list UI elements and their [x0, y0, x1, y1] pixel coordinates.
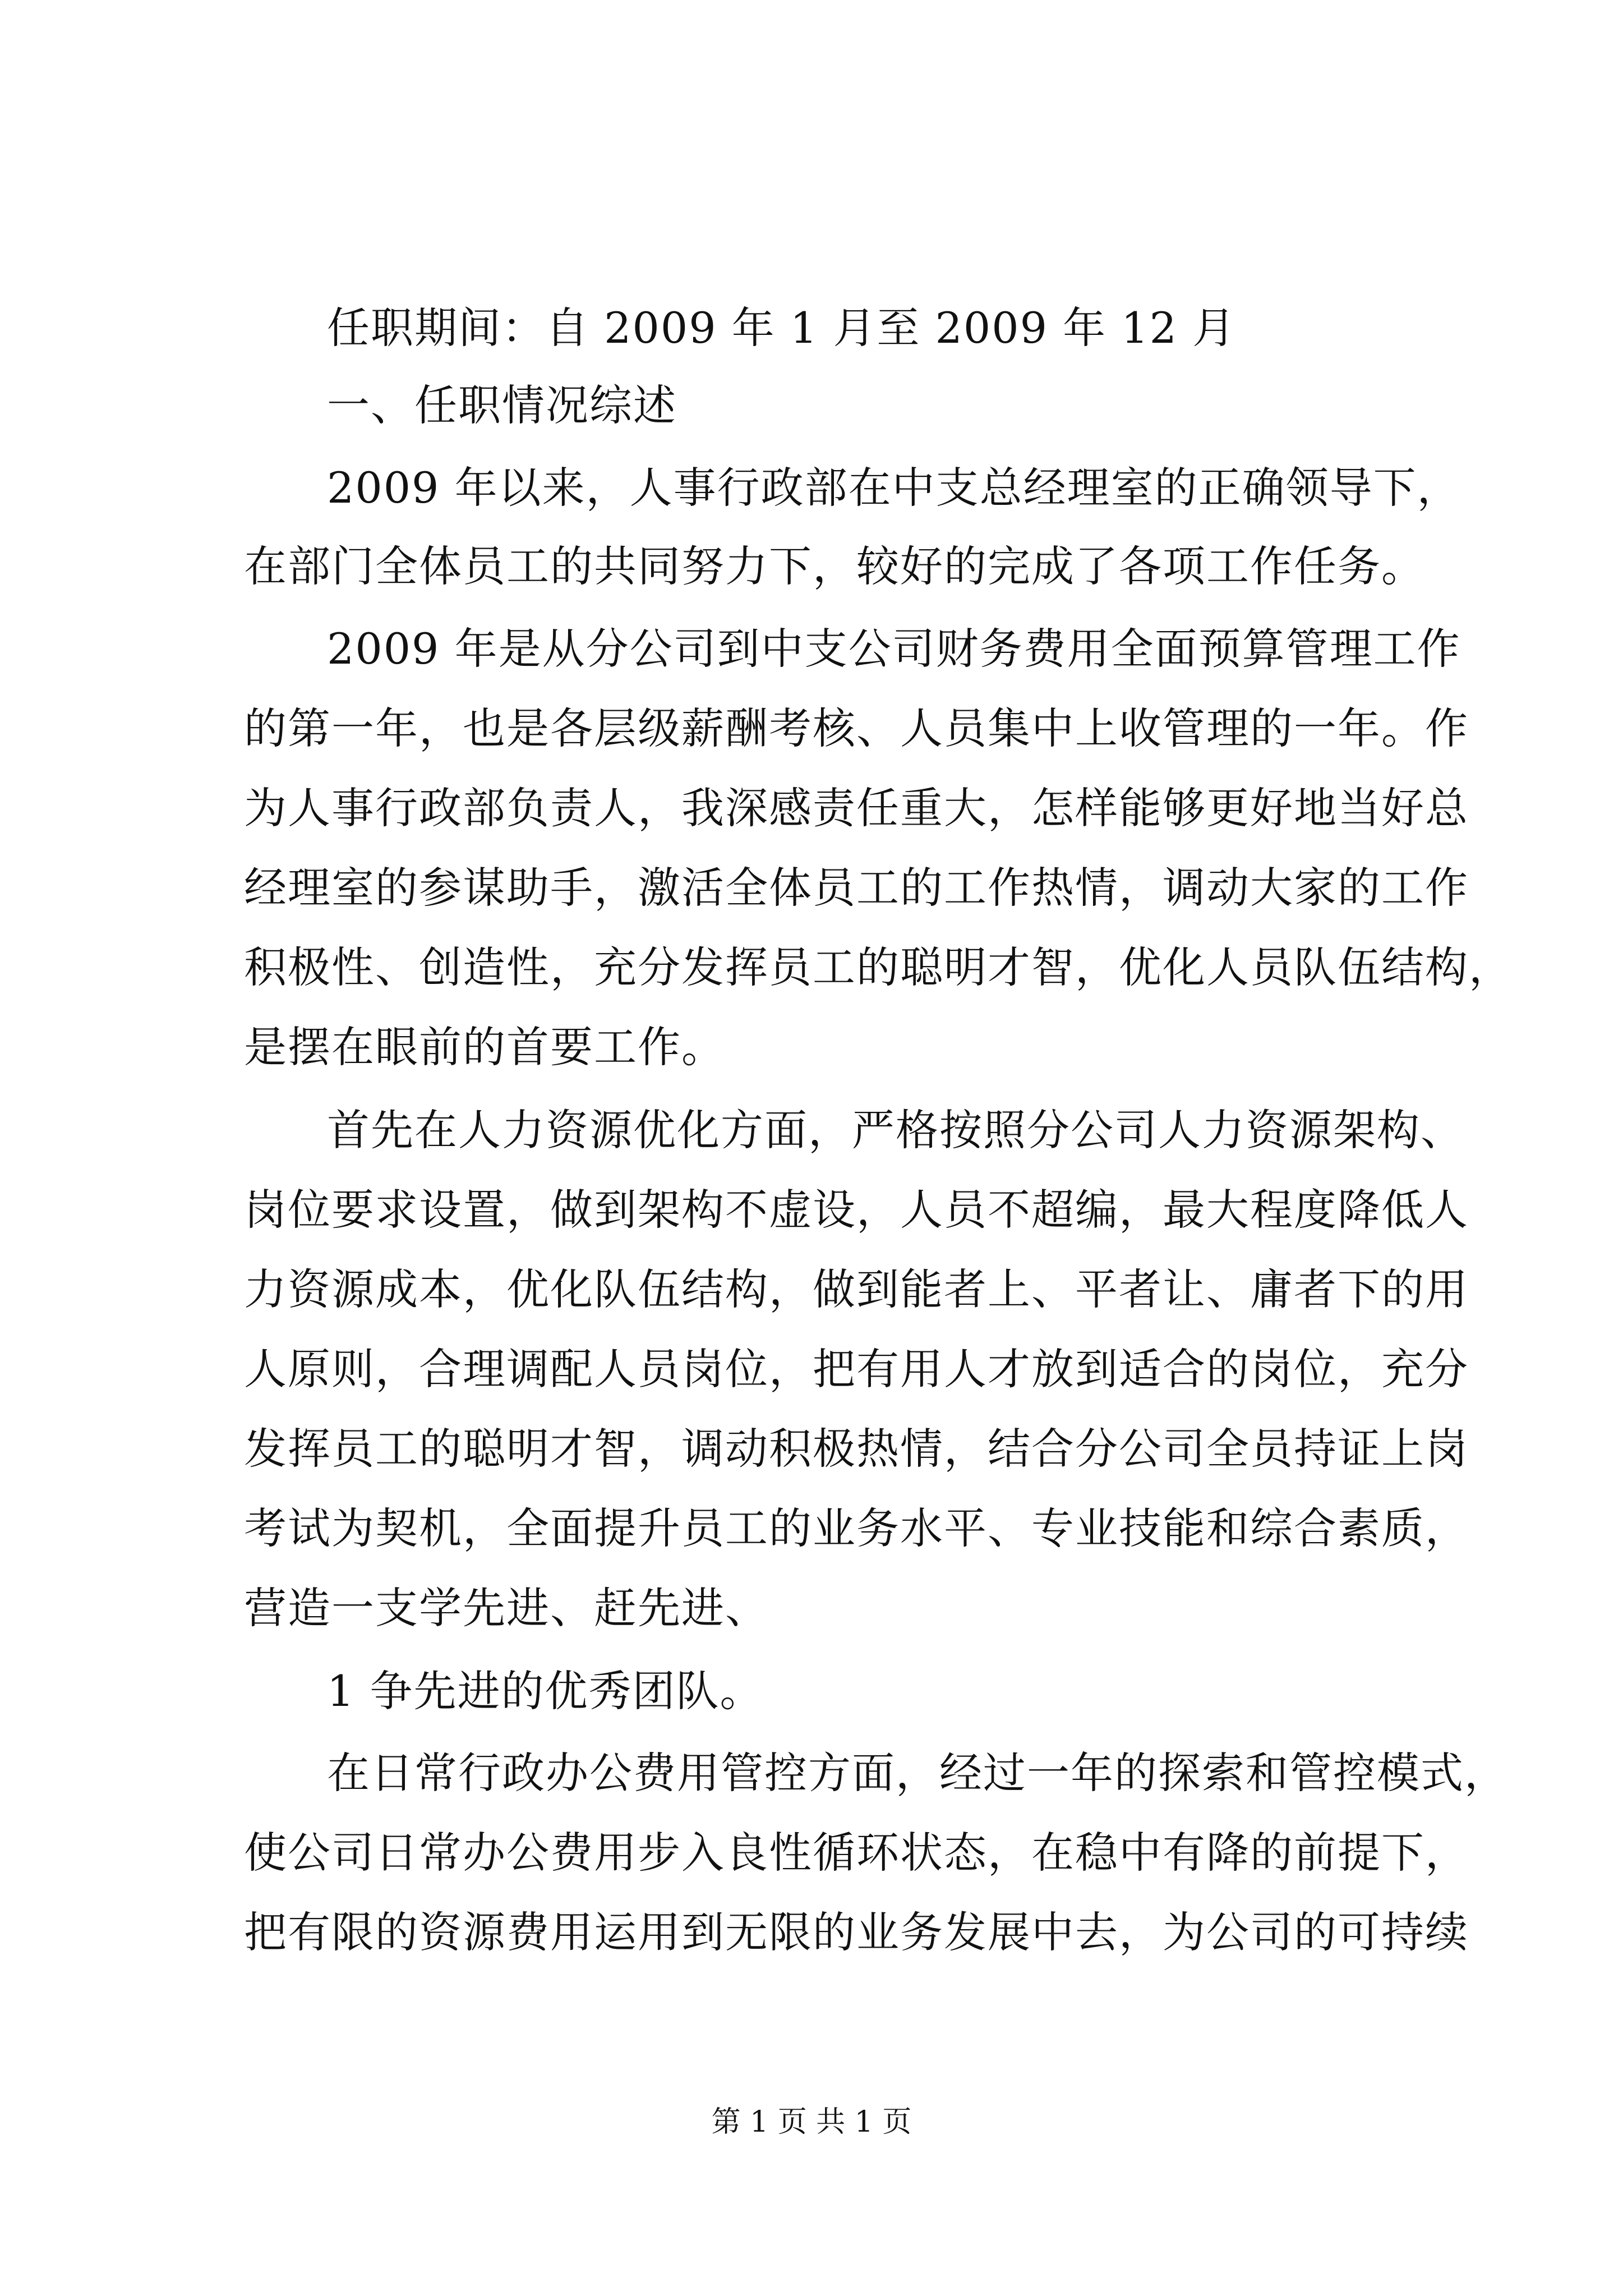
paragraph-line: 的第一年，也是各层级薪酬考核、人员集中上收管理的一年。作	[244, 703, 1469, 753]
section-heading: 一、任职情况综述	[327, 380, 677, 430]
paragraph-line: 1 争先进的优秀团队。	[327, 1666, 764, 1716]
paragraph-line: 为人事行政部负责人，我深感责任重大，怎样能够更好地当好总	[244, 783, 1469, 833]
paragraph-line: 把有限的资源费用运用到无限的业务发展中去，为公司的可持续	[244, 1907, 1469, 1957]
paragraph-line: 在日常行政办公费用管控方面，经过一年的探索和管控模式，	[327, 1748, 1508, 1798]
tenure-period-line: 任职期间：自 2009 年 1 月至 2009 年 12 月	[327, 303, 1237, 353]
paragraph-line: 在部门全体员工的共同努力下，较好的完成了各项工作任务。	[244, 541, 1425, 591]
paragraph-line: 是摆在眼前的首要工作。	[244, 1022, 725, 1072]
paragraph-line: 力资源成本，优化队伍结构，做到能者上、平者让、庸者下的用	[244, 1264, 1469, 1314]
paragraph-line: 2009 年是从分公司到中支公司财务费用全面预算管理工作	[327, 624, 1461, 674]
paragraph-line: 人原则，合理调配人员岗位，把有用人才放到适合的岗位，充分	[244, 1344, 1469, 1394]
paragraph-line: 岗位要求设置，做到架构不虚设，人员不超编，最大程度降低人	[244, 1185, 1469, 1235]
paragraph-line: 经理室的参谋助手，激活全体员工的工作热情，调动大家的工作	[244, 863, 1469, 913]
paragraph-line: 发挥员工的聪明才智，调动积极热情，结合分公司全员持证上岗	[244, 1424, 1469, 1474]
paragraph-line: 2009 年以来，人事行政部在中支总经理室的正确领导下，	[327, 463, 1461, 513]
paragraph-line: 考试为契机，全面提升员工的业务水平、专业技能和综合素质，	[244, 1503, 1469, 1553]
paragraph-line: 积极性、创造性，充分发挥员工的聪明才智，优化人员队伍结构，	[244, 942, 1513, 992]
page-number-footer: 第 1 页 共 1 页	[711, 2105, 912, 2139]
paragraph-line: 首先在人力资源优化方面，严格按照分公司人力资源架构、	[327, 1105, 1464, 1155]
paragraph-line: 使公司日常办公费用步入良性循环状态，在稳中有降的前提下，	[244, 1828, 1469, 1878]
paragraph-line: 营造一支学先进、赶先进、	[244, 1583, 769, 1633]
